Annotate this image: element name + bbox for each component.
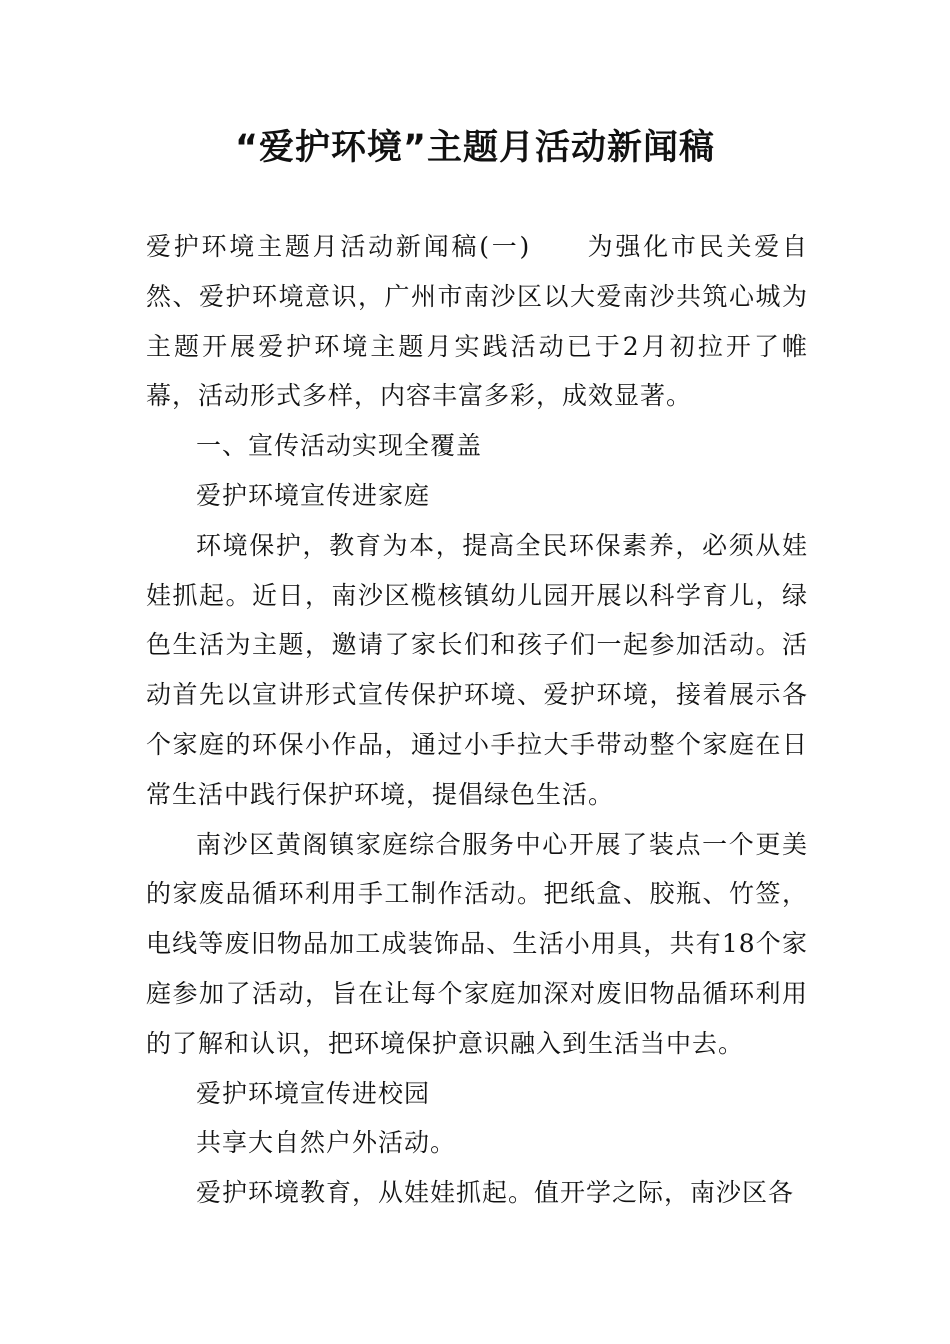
paragraph-family-1: 环境保护，教育为本，提高全民环保素养，必须从娃娃抓起。近日，南沙区榄核镇幼儿园开展以科学育儿，绿色生活为主题，邀请了家长们和孩子们一起参加活动。活动首先以宣讲形式宣传保护环境、爱护环境，接着展示各个家庭的环保小作品，通过小手拉大手带动整个家庭在日常生活中践行保护环境，提倡绿色生活。 — [146, 530, 808, 809]
paragraph-family-2: 南沙区黄阁镇家庭综合服务中心开展了装点一个更美的家废品循环利用手工制作活动。把纸盒、胶瓶、竹签，电线等废旧物品加工成装饰品、生活小用具，共有18个家庭参加了活动，旨在让每个家庭加深对废旧物品循环利用的了解和认识，把环境保护意识融入到生活当中去。 — [146, 829, 808, 1058]
paragraph-outdoor: 共享大自然户外活动。 — [196, 1128, 457, 1158]
document-body — [146, 222, 808, 1218]
paragraph-intro: 爱护环境主题月活动新闻稿(一) 为强化市民关爱自然、爱护环境意识，广州市南沙区以大爱南沙共筑心城为主题开展爱护环境主题月实践活动已于2月初拉开了帷幕，活动形式多样，内容丰富多彩，成效显著。 — [146, 232, 808, 411]
subheading-family: 爱护环境宣传进家庭 — [196, 480, 431, 510]
subheading-school: 爱护环境宣传进校园 — [196, 1078, 431, 1108]
document-title: “爱护环境”主题月活动新闻稿 — [234, 128, 715, 168]
paragraph-school-1: 爱护环境教育，从娃娃抓起。值开学之际，南沙区各 — [196, 1178, 795, 1208]
section-heading-1: 一、宣传活动实现全覆盖 — [196, 431, 483, 461]
